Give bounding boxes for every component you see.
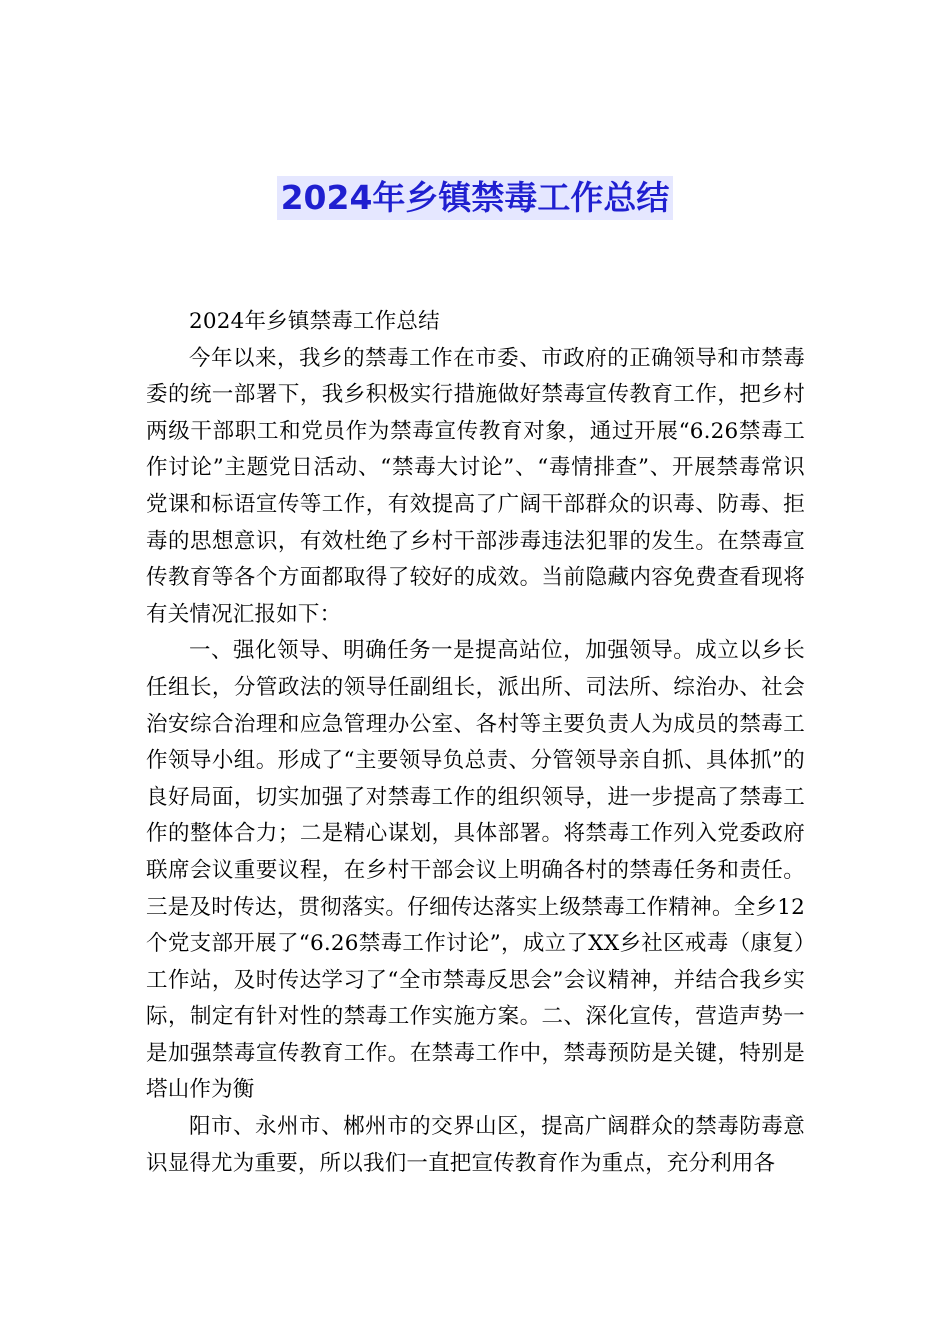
document-title: 2024年乡镇禁毒工作总结 bbox=[277, 176, 674, 220]
intro-paragraph: 今年以来，我乡的禁毒工作在市委、市政府的正确领导和市禁毒委的统一部署下，我乡积极实行措施做好禁毒宣传教育工作，把乡村两级干部职工和党员作为禁毒宣传教育对象，通过开展“6.26禁毒工作讨论”主题党日活动、“禁毒大讨论”、“毒情排查”、开展禁毒常识党课和标语宣传等工作，有效提高了广阔干部群众的识毒、防毒、拒毒的思想意识，有效杜绝了乡村干部涉毒违法犯罪的发生。在禁毒宣传教育等各个方面都取得了较好的成效。当前隐藏内容免费查看现将有关情况汇报如下： bbox=[146, 345, 805, 627]
title-container bbox=[0, 176, 950, 220]
continuation-paragraph: 阳市、永州市、郴州市的交界山区，提高广阔群众的禁毒防毒意识显得尤为重要，所以我们一直把宣传教育作为重点，充分利用各 bbox=[146, 1114, 805, 1176]
section-paragraph: 一、强化领导、明确任务一是提高站位，加强领导。成立以乡长任组长，分管政法的领导任副组长，派出所、司法所、综治办、社会治安综合治理和应急管理办公室、各村等主要负责人为成员的禁毒工作领导小组。形成了“主要领导负总责、分管领导亲自抓、具体抓”的良好局面，切实加强了对禁毒工作的组织领导，进一步提高了禁毒工作的整体合力；二是精心谋划，具体部署。将禁毒工作列入党委政府联席会议重要议程，在乡村干部会议上明确各村的禁毒任务和责任。三是及时传达，贯彻落实。仔细传达落实上级禁毒工作精神。全乡12个党支部开展了“6.26禁毒工作讨论”，成立了XX乡社区戒毒（康复）工作站，及时传达学习了“全市禁毒反思会”会议精神，并结合我乡实际，制定有针对性的禁毒工作实施方案。二、深化宣传，营造声势一是加强禁毒宣传教育工作。在禁毒工作中，禁毒预防是关键，特别是塔山作为衡 bbox=[146, 638, 805, 1103]
document-body bbox=[146, 304, 805, 1182]
subtitle-paragraph: 2024年乡镇禁毒工作总结 bbox=[189, 309, 440, 334]
